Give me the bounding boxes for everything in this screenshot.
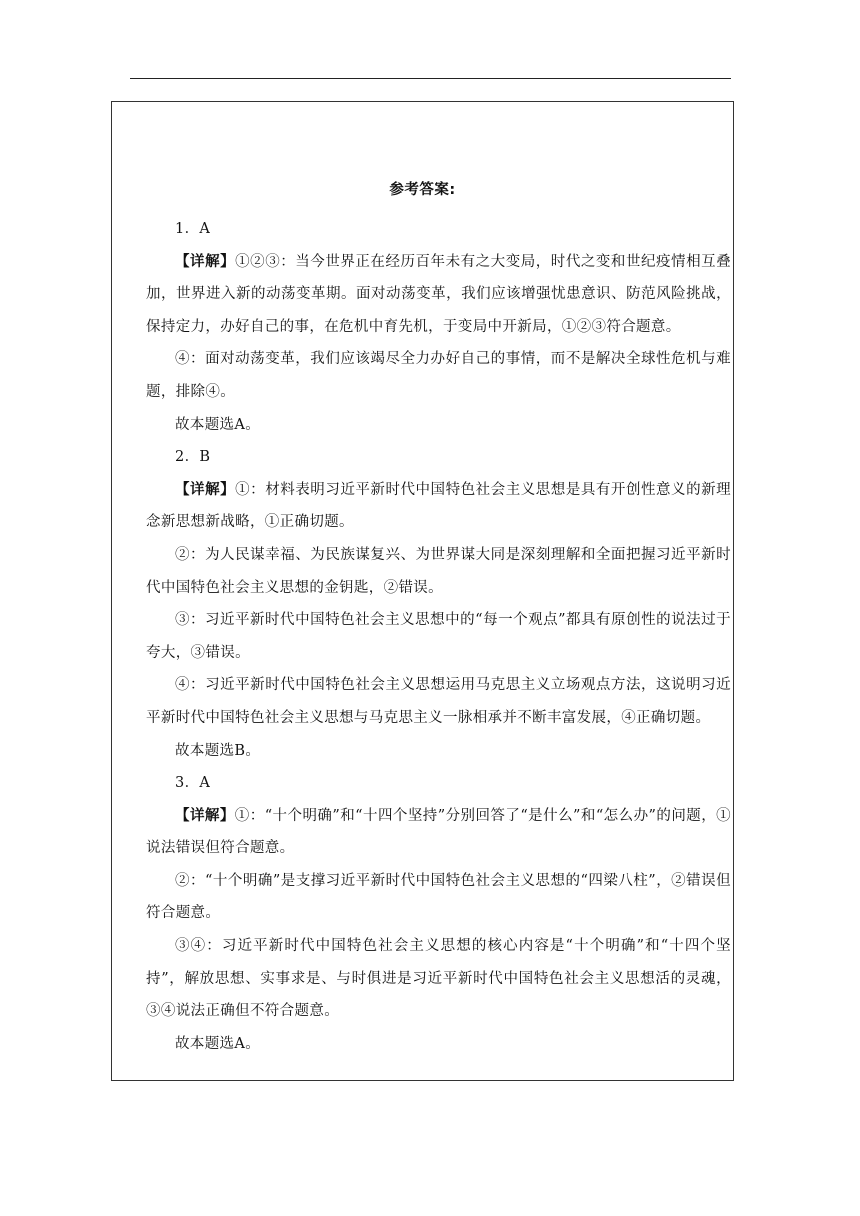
explanation-paragraph: 【详解】①：“十个明确”和“十四个坚持”分别回答了“是什么”和“怎么办”的问题，①说法错误但符合题意。 (146, 807, 732, 857)
conclusion-paragraph: 故本题选B。 (175, 742, 261, 759)
answer-content (146, 213, 731, 1060)
explanation-paragraph: ③：习近平新时代中国特色社会主义思想中的“每一个观点”都具有原创性的说法过于夸大，③错误。 (146, 612, 731, 661)
explanation-paragraph: 【详解】①：材料表明习近平新时代中国特色社会主义思想是具有开创性意义的新理念新思想新战略，①正确切题。 (146, 481, 732, 531)
explanation-paragraph: ②：“十个明确”是支撑习近平新时代中国特色社会主义思想的“四梁八柱”，②错误但符合题意。 (146, 872, 731, 922)
explanation-tag: 【详解】 (175, 807, 235, 824)
explanation-paragraph: ④：习近平新时代中国特色社会主义思想运用马克思主义立场观点方法，这说明习近平新时代中国特色社会主义思想与马克思主义一脉相承并不断丰富发展，④正确切题。 (146, 677, 731, 726)
conclusion-paragraph: 故本题选A。 (175, 1035, 261, 1052)
explanation-paragraph: ③④：习近平新时代中国特色社会主义思想的核心内容是“十个明确”和“十四个坚持”，解放思想、实事求是、与时俱进是习近平新时代中国特色社会主义思想活的灵魂，③④说法正确但不符合题意。 (146, 938, 731, 1020)
answer-number-3: 3．A (175, 775, 211, 792)
explanation-tag: 【详解】 (175, 481, 236, 498)
answer-box (111, 101, 734, 1081)
header-rule (130, 78, 731, 79)
explanation-paragraph: ②：为人民谋幸福、为民族谋复兴、为世界谋大同是深刻理解和全面把握习近平新时代中国特色社会主义思想的金钥匙，②错误。 (146, 546, 731, 596)
answer-number-1: 1．A (175, 221, 211, 237)
answer-title: 参考答案: (389, 182, 456, 198)
explanation-paragraph: 【详解】①②③：当今世界正在经历百年未有之大变局，时代之变和世纪疫情相互叠加，世界进入新的动荡变革期。面对动荡变革，我们应该增强忧患意识、防范风险挑战，保持定力，办好自己的事，在危机中育先机，于变局中开新局，①②③符合题意。 (146, 253, 732, 335)
explanation-paragraph: ④：面对动荡变革，我们应该竭尽全力办好自己的事情，而不是解决全球性危机与难题，排除④。 (146, 351, 731, 400)
conclusion-paragraph: 故本题选A。 (175, 416, 261, 433)
answer-number-2: 2．B (175, 449, 211, 466)
explanation-tag: 【详解】 (175, 253, 236, 270)
